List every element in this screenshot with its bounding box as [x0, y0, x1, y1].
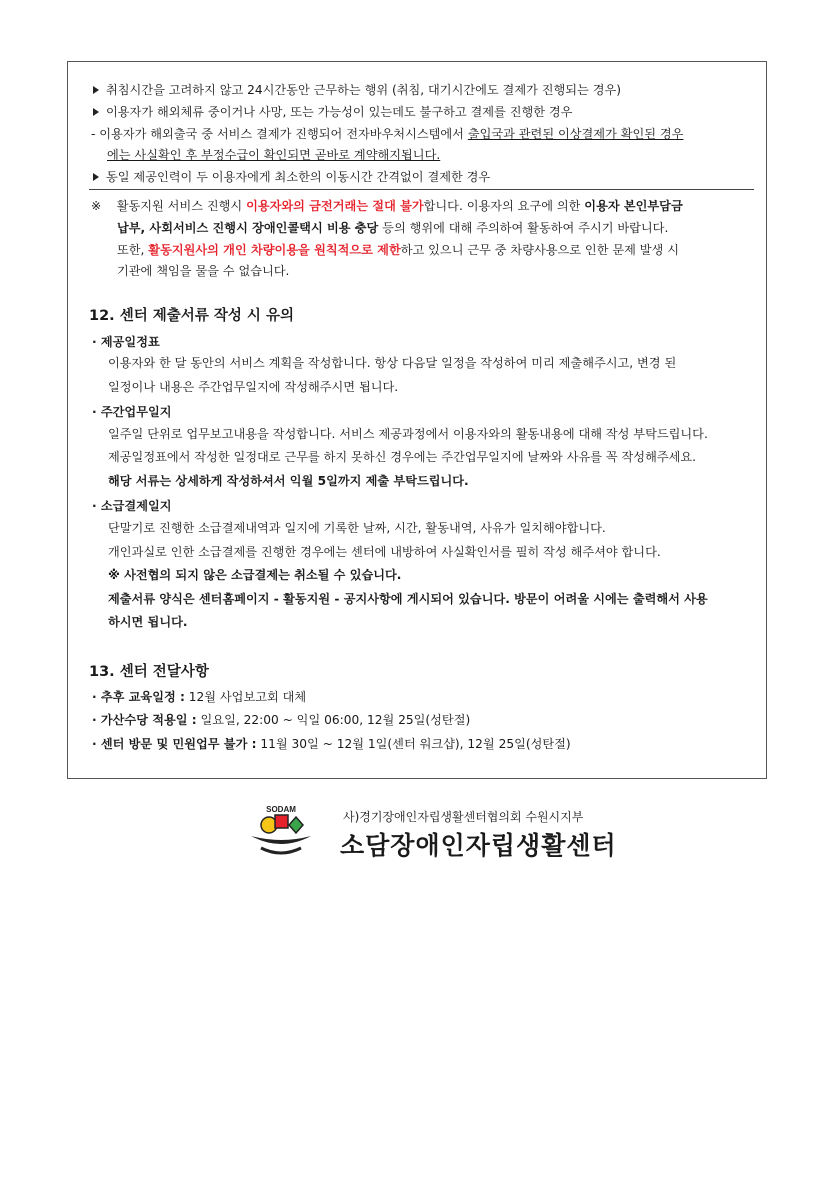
triangle-bullet-icon [93, 108, 99, 116]
item-text: 일정이나 내용은 주간업무일지에 작성해주시면 됩니다. [108, 380, 399, 394]
center-name: 소담장애인자립생활센터 [340, 831, 617, 860]
notice-value: 12월 사업보고회 대체 [184, 690, 307, 704]
logo-bowl [251, 836, 311, 844]
item-label: · 주간업무일지 [92, 405, 172, 419]
item-bold-text: 제출서류 양식은 센터홈페이지 - 활동지원 - 공지사항에 게시되어 있습니다. 방문이 어려울 시에는 출력해서 사용 [108, 592, 708, 606]
rule-text: 동일 제공인력이 두 이용자에게 최소한의 이동시간 간격없이 결제한 경우 [106, 170, 491, 184]
rule-item [93, 104, 572, 120]
logo-base [261, 848, 301, 853]
item-text: 단말기로 진행한 소급결제내역과 일지에 기록한 날짜, 시간, 활동내역, 사유가 일치해야합니다. [108, 521, 606, 535]
notice-value: 일요일, 22:00 ~ 익일 06:00, 12월 25일(성탄절) [196, 713, 471, 727]
triangle-bullet-icon [93, 86, 99, 94]
rule-item [93, 169, 490, 185]
caution-red: 이용자와의 금전거래는 절대 불가 [246, 199, 424, 213]
caution-line2 [117, 220, 668, 236]
caution-mark: ※ [91, 199, 102, 213]
caution-text: 기관에 책임을 물을 수 없습니다. [117, 264, 290, 278]
item-bold-text: ※ 사전협의 되지 않은 소급결제는 취소될 수 있습니다. [108, 568, 402, 582]
notice-item [92, 689, 306, 705]
caution-text: 하고 있으니 근무 중 차량사용으로 인한 문제 발생 시 [400, 243, 679, 257]
caution-text: 등의 행위에 대해 주의하여 활동하여 주시기 바랍니다. [378, 221, 669, 235]
rule-text: 이용자가 해외체류 중이거나 사망, 또는 가능성이 있는데도 불구하고 결제를 진행한 경우 [106, 105, 573, 119]
notice-item [92, 712, 470, 728]
dash-note-underlined: 에는 사실확인 후 부정수급이 확인되면 곧바로 계약해지됩니다. [107, 148, 441, 162]
caution-bold: 이용자 본인부담금 [584, 199, 683, 213]
caution-line4 [117, 263, 289, 279]
notice-value: 11월 30일 ~ 12월 1일(센터 워크샵), 12월 25일(성탄절) [256, 737, 571, 751]
item-bold-text: 하시면 됩니다. [108, 615, 188, 629]
dash-note-line2 [107, 147, 440, 163]
notice-item [92, 736, 571, 752]
item-text: 일주일 단위로 업무보고내용을 작성합니다. 서비스 제공과정에서 이용자와의 활동내용에 대해 작성 부탁드립니다. [108, 427, 708, 441]
dash-note-text: - 이용자가 해외출국 중 서비스 결제가 진행되어 전자바우처시스템에서 [91, 127, 468, 141]
notice-label: · 센터 방문 및 민원업무 불가 : [92, 737, 257, 751]
caution-text: 활동지원 서비스 진행시 [116, 199, 247, 213]
item-bold-text: 해당 서류는 상세하게 작성하셔서 익월 5일까지 제출 부탁드립니다. [108, 474, 469, 488]
dash-note-line1 [91, 126, 683, 142]
logo-square-red [275, 815, 288, 828]
caution-text: 또한, [117, 243, 149, 257]
item-text: 이용자와 한 달 동안의 서비스 계획을 작성합니다. 항상 다음달 일정을 작성하여 미리 제출해주시고, 변경 된 [108, 356, 677, 370]
notice-label: · 가산수당 적용일 : [92, 713, 197, 727]
rule-text: 취침시간을 고려하지 않고 24시간동안 근무하는 행위 (취침, 대기시간에도 결제가 진행되는 경우) [106, 83, 622, 97]
item-label: · 소급결제일지 [92, 499, 172, 513]
logo-brand-text: SODAM [266, 805, 296, 814]
divider [89, 189, 754, 190]
item-text: 개인과실로 인한 소급결제를 진행한 경우에는 센터에 내방하여 사실확인서를 필히 작성 해주셔야 합니다. [108, 545, 661, 559]
org-name: 사)경기장애인자립생활센터협의회 수원시지부 [343, 810, 584, 824]
section-12-title: 12. 센터 제출서류 작성 시 유의 [89, 308, 295, 324]
caution-line3 [117, 242, 679, 258]
caution-text: 합니다. 이용자의 요구에 의한 [423, 199, 585, 213]
dash-note-underlined: 출입국과 관련된 이상결제가 확인된 경우 [467, 127, 684, 141]
caution-bold: 납부, 사회서비스 진행시 장애인콜택시 비용 충당 [117, 221, 379, 235]
rule-item [93, 82, 621, 98]
item-label: · 제공일정표 [92, 335, 160, 349]
logo-diamond-green [289, 817, 303, 833]
triangle-bullet-icon [93, 173, 99, 181]
caution-red: 활동지원사의 개인 차량이용을 원칙적으로 제한 [148, 243, 401, 257]
item-text: 제공일정표에서 작성한 일정대로 근무를 하지 못하신 경우에는 주간업무일지에 날짜와 사유를 꼭 작성해주세요. [108, 450, 697, 464]
section-13-title: 13. 센터 전달사항 [89, 664, 209, 680]
caution-line1 [91, 198, 683, 214]
notice-label: · 추후 교육일정 : [92, 690, 185, 704]
